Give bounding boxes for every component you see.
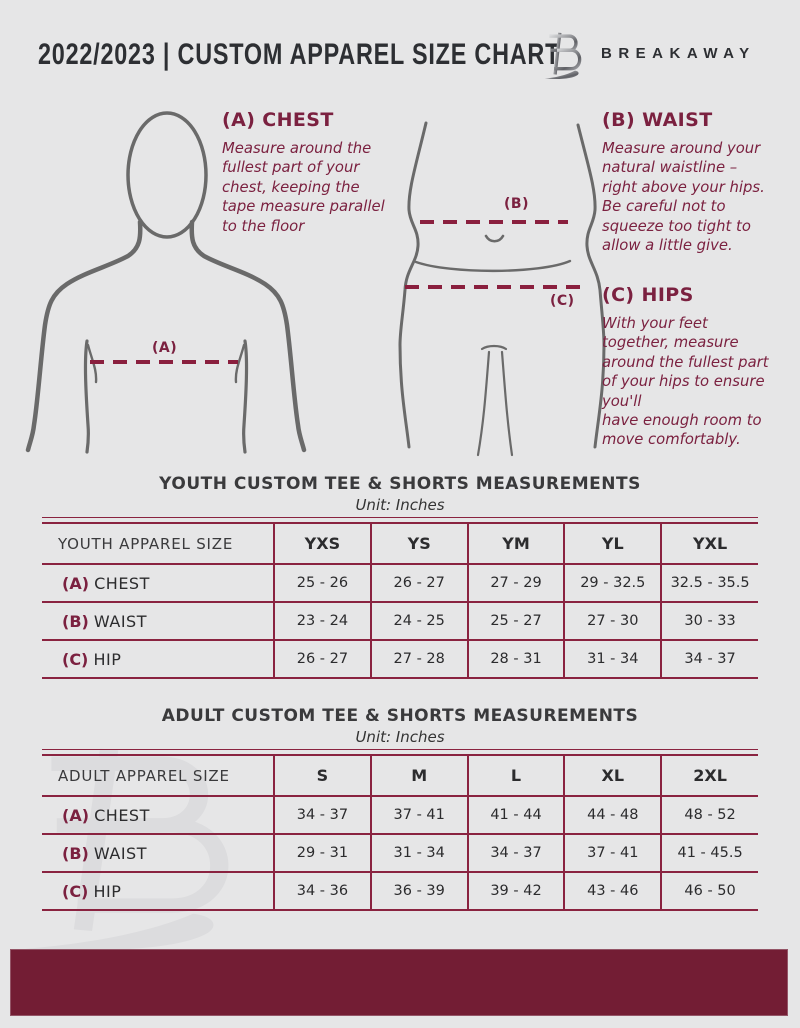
column-header: YXS	[274, 523, 371, 564]
column-header: YS	[371, 523, 468, 564]
adult-table-title: ADULT CUSTOM TEE & SHORTS MEASUREMENTS	[161, 706, 639, 726]
cell: 37 - 41	[371, 796, 468, 834]
cell: 36 - 39	[371, 872, 468, 910]
row-label: (A) CHEST	[62, 805, 150, 825]
cell: 24 - 25	[371, 602, 468, 640]
cell: 27 - 30	[564, 602, 661, 640]
table-header-row	[42, 523, 758, 564]
footer-bar	[10, 949, 788, 1016]
chest-instructions: Measure around the fullest part of your chest, keeping the tape measure parallel to the floor	[222, 140, 385, 235]
cell: 25 - 26	[274, 564, 371, 602]
chest-heading: (A) CHEST	[222, 109, 334, 131]
cell: 48 - 52	[661, 796, 758, 834]
column-header: ADULT APPAREL SIZE	[58, 766, 230, 785]
hips-heading: (C) HIPS	[602, 284, 694, 306]
cell: 46 - 50	[661, 872, 758, 910]
waist-hips-figure-diagram	[395, 108, 610, 460]
row-label: (A) CHEST	[62, 573, 150, 593]
marker-c-label: (C)	[550, 293, 575, 309]
cell: 29 - 31	[274, 834, 371, 872]
cell: 27 - 29	[468, 564, 565, 602]
table-row	[42, 872, 758, 910]
table-row	[42, 796, 758, 834]
cell: 34 - 36	[274, 872, 371, 910]
waist-heading: (B) WAIST	[602, 109, 713, 131]
row-label: (B) WAIST	[62, 611, 147, 631]
youth-table-section	[42, 474, 758, 679]
cell: 29 - 32.5	[564, 564, 661, 602]
waist-instructions: Measure around your natural waistline – right above your hips. Be careful not to squeeze too tight to allow a little give.	[602, 140, 765, 255]
brand-name: BREAKAWAY	[601, 45, 756, 62]
cell: 37 - 41	[564, 834, 661, 872]
cell: 41 - 44	[468, 796, 565, 834]
marker-a-label: (A)	[152, 340, 178, 356]
cell: 31 - 34	[564, 640, 661, 678]
column-header: YM	[468, 523, 565, 564]
column-header: YXL	[661, 523, 758, 564]
youth-table-unit: Unit: Inches	[355, 496, 445, 514]
breakaway-b-logo-icon	[543, 29, 587, 81]
cell: 43 - 46	[564, 872, 661, 910]
cell: 30 - 33	[661, 602, 758, 640]
cell: 31 - 34	[371, 834, 468, 872]
adult-table-section	[42, 706, 758, 911]
adult-table-unit: Unit: Inches	[355, 728, 445, 746]
column-header: XL	[564, 755, 661, 796]
table-row	[42, 602, 758, 640]
cell: 26 - 27	[371, 564, 468, 602]
column-header: L	[468, 755, 565, 796]
table-row	[42, 564, 758, 602]
cell: 26 - 27	[274, 640, 371, 678]
youth-table-title: YOUTH CUSTOM TEE & SHORTS MEASUREMENTS	[159, 474, 641, 494]
cell: 34 - 37	[468, 834, 565, 872]
row-label: (C) HIP	[62, 649, 122, 669]
cell: 44 - 48	[564, 796, 661, 834]
column-header: 2XL	[661, 755, 758, 796]
row-label: (B) WAIST	[62, 843, 147, 863]
cell: 41 - 45.5	[661, 834, 758, 872]
table-row	[42, 834, 758, 872]
cell: 34 - 37	[274, 796, 371, 834]
table-row	[42, 640, 758, 678]
table-header-row	[42, 755, 758, 796]
cell: 25 - 27	[468, 602, 565, 640]
row-label: (C) HIP	[62, 881, 122, 901]
column-header: YL	[564, 523, 661, 564]
page-title: 2022/2023 | CUSTOM APPAREL SIZE CHART	[38, 38, 561, 71]
cell: 34 - 37	[661, 640, 758, 678]
cell: 23 - 24	[274, 602, 371, 640]
cell: 27 - 28	[371, 640, 468, 678]
adult-size-table	[42, 754, 758, 911]
hips-instructions: With your feet together, measure around the fullest part of your hips to ensure you'll have enough room to move comfortably.	[602, 315, 769, 449]
cell: 32.5 - 35.5	[661, 564, 758, 602]
column-header: S	[274, 755, 371, 796]
column-header: M	[371, 755, 468, 796]
cell: 28 - 31	[468, 640, 565, 678]
column-header: YOUTH APPAREL SIZE	[58, 534, 234, 553]
marker-b-label: (B)	[504, 196, 529, 212]
youth-size-table	[42, 522, 758, 679]
cell: 39 - 42	[468, 872, 565, 910]
